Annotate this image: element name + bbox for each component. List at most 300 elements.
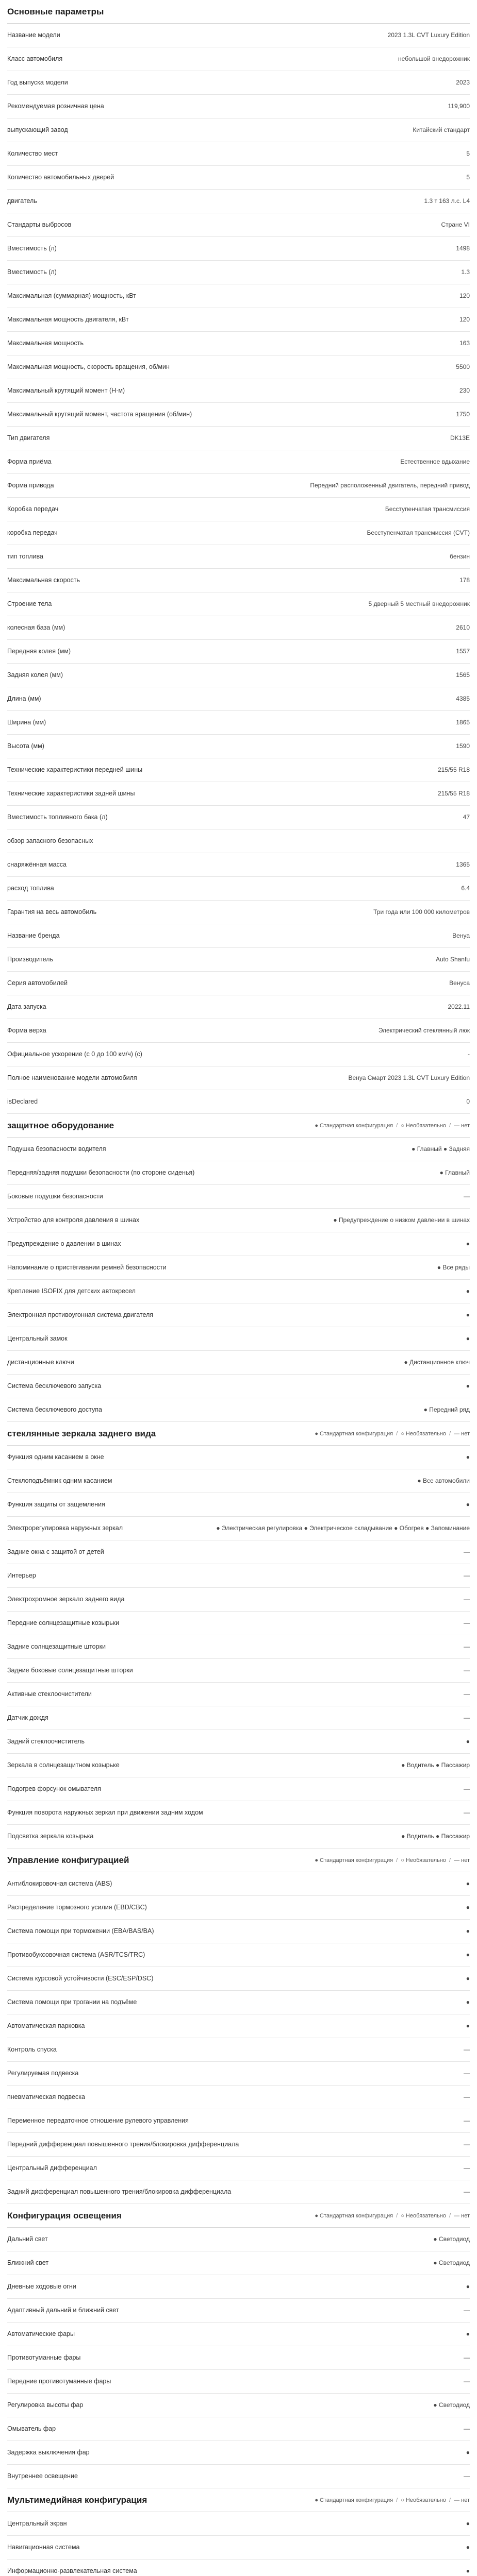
spec-value: ● xyxy=(466,1951,470,1958)
spec-value: 4385 xyxy=(456,695,470,702)
spec-value: 215/55 R18 xyxy=(437,766,470,773)
legend-separator: / xyxy=(396,2497,398,2503)
section-header xyxy=(7,2488,470,2512)
spec-row xyxy=(7,1967,470,1991)
spec-label: колесная база (мм) xyxy=(7,624,65,631)
spec-label: выпускающий завод xyxy=(7,126,68,133)
spec-label: Серия автомобилей xyxy=(7,979,68,987)
spec-row xyxy=(7,2441,470,2465)
config-legend xyxy=(315,1123,470,1129)
legend-none: — нет xyxy=(454,2212,470,2219)
spec-row xyxy=(7,450,470,474)
spec-value: 5500 xyxy=(456,363,470,370)
section-title: Управление конфигурацией xyxy=(7,1855,129,1865)
spec-label: дистанционные ключи xyxy=(7,1359,74,1366)
spec-row xyxy=(7,2014,470,2038)
spec-label: Омыватель фар xyxy=(7,2425,56,2432)
spec-section xyxy=(7,1114,470,1422)
spec-row xyxy=(7,284,470,308)
spec-value: 5 xyxy=(466,174,470,181)
spec-value: ● xyxy=(466,1240,470,1247)
spec-value: — xyxy=(464,2141,470,2148)
spec-label: Полное наименование модели автомобиля xyxy=(7,1074,137,1081)
spec-section xyxy=(7,1849,470,2204)
spec-row xyxy=(7,782,470,806)
spec-label: Вместимость топливного бака (л) xyxy=(7,814,108,821)
spec-value: 1750 xyxy=(456,411,470,418)
spec-value: — xyxy=(464,1643,470,1650)
spec-label: пневматическая подвеска xyxy=(7,2093,85,2100)
spec-label: Передние солнцезащитные козырьки xyxy=(7,1619,120,1626)
spec-label: Название модели xyxy=(7,31,60,39)
spec-value: 120 xyxy=(459,316,470,323)
spec-label: двигатель xyxy=(7,197,37,205)
legend-none: — нет xyxy=(454,1430,470,1437)
legend-separator: / xyxy=(449,2497,451,2503)
spec-label: Подогрев форсунок омывателя xyxy=(7,1785,101,1792)
spec-row xyxy=(7,1446,470,1469)
spec-label: Центральный дифференциал xyxy=(7,2164,97,2172)
spec-label: Задний стеклоочиститель xyxy=(7,1738,85,1745)
section-header xyxy=(7,0,470,24)
spec-label: Датчик дождя xyxy=(7,1714,48,1721)
spec-value: ● xyxy=(466,2330,470,2337)
spec-value: ● Главный ● Задняя xyxy=(412,1145,470,1153)
spec-row xyxy=(7,95,470,118)
spec-label: Дальний свет xyxy=(7,2235,48,2243)
spec-label: Адаптивный дальний и ближний свет xyxy=(7,2307,119,2314)
spec-label: Передний дифференциал повышенного трения/блокировка дифференциала xyxy=(7,2141,239,2148)
spec-row xyxy=(7,2394,470,2417)
spec-value: 6.4 xyxy=(461,885,470,892)
spec-value: ● xyxy=(466,1287,470,1295)
spec-label: Система помощи при трогании на подъёме xyxy=(7,1998,137,2006)
spec-row xyxy=(7,2251,470,2275)
spec-value: 215/55 R18 xyxy=(437,790,470,797)
spec-row xyxy=(7,901,470,924)
spec-row xyxy=(7,379,470,403)
spec-row xyxy=(7,1612,470,1635)
spec-label: Передняя колея (мм) xyxy=(7,648,71,655)
legend-none: — нет xyxy=(454,1857,470,1863)
spec-row xyxy=(7,142,470,166)
section-title: Мультимедийная конфигурация xyxy=(7,2495,147,2505)
spec-value: ● xyxy=(466,2567,470,2574)
spec-row xyxy=(7,427,470,450)
spec-label: Задний дифференциал повышенного трения/блокировка дифференциала xyxy=(7,2188,232,2195)
spec-label: Коробка передач xyxy=(7,505,59,513)
spec-row xyxy=(7,474,470,498)
spec-row xyxy=(7,569,470,592)
spec-row xyxy=(7,521,470,545)
legend-standard: ● Стандартная конфигурация xyxy=(315,1430,393,1437)
section-title: защитное оборудование xyxy=(7,1120,114,1130)
spec-label: Центральный замок xyxy=(7,1335,68,1342)
spec-value: ● Главный xyxy=(439,1169,470,1176)
legend-separator: / xyxy=(449,1857,451,1863)
spec-label: Регулировка высоты фар xyxy=(7,2401,84,2409)
spec-row xyxy=(7,2157,470,2180)
spec-label: Форма верха xyxy=(7,1027,46,1034)
legend-standard: ● Стандартная конфигурация xyxy=(315,2497,393,2503)
spec-label: Функция защиты от защемления xyxy=(7,1501,105,1508)
spec-row xyxy=(7,308,470,332)
spec-value: бензин xyxy=(450,553,470,560)
spec-label: Рекомендуемая розничная цена xyxy=(7,103,104,110)
spec-label: Переменное передаточное отношение рулевого управления xyxy=(7,2117,189,2124)
spec-label: Максимальная скорость xyxy=(7,577,80,584)
spec-row xyxy=(7,118,470,142)
spec-value: ● Предупреждение о низком давлении в шинах xyxy=(333,1216,470,1224)
spec-label: обзор запасного безопасных xyxy=(7,837,93,844)
spec-value: ● xyxy=(466,1904,470,1911)
spec-section xyxy=(7,2204,470,2488)
spec-row xyxy=(7,1540,470,1564)
spec-row xyxy=(7,758,470,782)
spec-label: Тип двигателя xyxy=(7,434,50,442)
spec-row xyxy=(7,1256,470,1280)
spec-row xyxy=(7,1090,470,1114)
spec-value: Электрический стеклянный люк xyxy=(378,1027,470,1034)
spec-label: Подсветка зеркала козырька xyxy=(7,1833,94,1840)
spec-row xyxy=(7,1754,470,1777)
spec-label: Автоматические фары xyxy=(7,2330,75,2337)
spec-label: Система помощи при торможении (EBA/BAS/BA) xyxy=(7,1927,154,1935)
spec-row xyxy=(7,1209,470,1232)
spec-row xyxy=(7,1801,470,1825)
spec-row xyxy=(7,2109,470,2133)
spec-label: Электрорегулировка наружных зеркал xyxy=(7,1524,123,1532)
spec-row xyxy=(7,829,470,853)
spec-row xyxy=(7,1896,470,1920)
section-header xyxy=(7,1114,470,1138)
spec-value: 5 xyxy=(466,150,470,157)
spec-row xyxy=(7,1398,470,1422)
spec-row xyxy=(7,1019,470,1043)
spec-section xyxy=(7,1422,470,1849)
spec-value: ● xyxy=(466,2520,470,2527)
legend-separator: / xyxy=(449,1122,451,1129)
spec-row xyxy=(7,2180,470,2204)
spec-label: коробка передач xyxy=(7,529,58,536)
spec-value: Передний расположенный двигатель, передний привод xyxy=(310,482,470,489)
config-legend xyxy=(315,1857,470,1863)
spec-value: — xyxy=(464,2070,470,2077)
spec-value: ● Передний ряд xyxy=(423,1406,470,1413)
spec-value: 2023 xyxy=(456,79,470,86)
spec-label: Стеклоподъёмник одним касанием xyxy=(7,1477,112,1484)
spec-row xyxy=(7,2346,470,2370)
spec-row xyxy=(7,24,470,47)
spec-row xyxy=(7,355,470,379)
spec-value: 119,900 xyxy=(448,103,470,110)
spec-value: Бесступенчатая трансмиссия xyxy=(385,505,470,513)
spec-value: — xyxy=(464,2354,470,2361)
spec-value: 0 xyxy=(466,1098,470,1105)
spec-section xyxy=(7,0,470,1114)
legend-separator: / xyxy=(396,1857,398,1863)
spec-label: Противобуксовочная система (ASR/TCS/TRC) xyxy=(7,1951,145,1958)
legend-optional: ○ Необязательно xyxy=(401,1857,447,1863)
spec-value: Auto Shanfu xyxy=(435,956,470,963)
spec-value: ● xyxy=(466,1311,470,1318)
spec-value: 1865 xyxy=(456,719,470,726)
spec-row xyxy=(7,1777,470,1801)
spec-label: Задняя колея (мм) xyxy=(7,671,63,679)
spec-label: Предупреждение о давлении в шинах xyxy=(7,1240,121,1247)
spec-label: Контроль спуска xyxy=(7,2046,57,2053)
spec-row xyxy=(7,1185,470,1209)
spec-row xyxy=(7,853,470,877)
spec-row xyxy=(7,1327,470,1351)
spec-label: Вместимость (л) xyxy=(7,268,57,276)
spec-value: 120 xyxy=(459,292,470,299)
spec-label: Задние боковые солнцезащитные шторки xyxy=(7,1667,133,1674)
spec-label: Высота (мм) xyxy=(7,742,44,750)
spec-label: Дневные ходовые огни xyxy=(7,2283,76,2290)
spec-label: Электронная противоугонная система двигателя xyxy=(7,1311,154,1318)
spec-row xyxy=(7,806,470,829)
spec-row xyxy=(7,332,470,355)
spec-label: Длина (мм) xyxy=(7,695,41,702)
spec-label: Стандарты выбросов xyxy=(7,221,72,228)
spec-value: Венуса xyxy=(449,979,470,987)
spec-value: — xyxy=(464,2378,470,2385)
spec-label: Технические характеристики передней шины xyxy=(7,766,143,773)
spec-label: isDeclared xyxy=(7,1098,38,1105)
spec-value: Стране VI xyxy=(441,221,470,228)
spec-label: Противотуманные фары xyxy=(7,2354,81,2361)
spec-value: ● xyxy=(466,1738,470,1745)
spec-row xyxy=(7,1635,470,1659)
spec-value: Венуа xyxy=(452,932,470,939)
spec-value: 163 xyxy=(459,340,470,347)
section-title: Конфигурация освещения xyxy=(7,2210,122,2221)
spec-label: Функция одним касанием в окне xyxy=(7,1453,104,1461)
spec-row xyxy=(7,995,470,1019)
spec-row xyxy=(7,1351,470,1375)
spec-row xyxy=(7,1303,470,1327)
spec-row xyxy=(7,735,470,758)
spec-value: — xyxy=(464,1548,470,1555)
spec-value: Бесступенчатая трансмиссия (CVT) xyxy=(367,529,470,536)
section-header xyxy=(7,2204,470,2228)
spec-value: ● Электрическая регулировка ● Электрическое складывание ● Обогрев ● Запоминание xyxy=(216,1524,470,1532)
spec-label: Система бесключевого запуска xyxy=(7,1382,102,1389)
spec-label: Центральный экран xyxy=(7,2520,67,2527)
spec-value: ● Все ряды xyxy=(437,1264,470,1271)
spec-row xyxy=(7,711,470,735)
spec-value: — xyxy=(464,2188,470,2195)
spec-label: Распределение тормозного усилия (EBD/CBC) xyxy=(7,1904,147,1911)
spec-label: Система курсовой устойчивости (ESC/ESP/DSC) xyxy=(7,1975,154,1982)
spec-label: снаряжённая масса xyxy=(7,861,67,868)
spec-label: Максимальная мощность, скорость вращения, об/мин xyxy=(7,363,170,370)
legend-separator: / xyxy=(396,1430,398,1437)
spec-value: — xyxy=(464,1690,470,1698)
spec-label: Форма приёма xyxy=(7,458,52,465)
spec-value: — xyxy=(464,1193,470,1200)
spec-value: 178 xyxy=(459,577,470,584)
spec-value: Три года или 100 000 километров xyxy=(373,908,470,916)
spec-value: 1565 xyxy=(456,671,470,679)
spec-row xyxy=(7,640,470,664)
spec-row xyxy=(7,190,470,213)
spec-value: ● xyxy=(466,2022,470,2029)
spec-value: ● Светодиод xyxy=(433,2401,470,2409)
spec-label: Передняя/задняя подушки безопасности (по стороне сиденья) xyxy=(7,1169,195,1176)
spec-label: Зеркала в солнцезащитном козырьке xyxy=(7,1761,120,1769)
spec-row xyxy=(7,1825,470,1849)
spec-row xyxy=(7,1920,470,1943)
spec-value: — xyxy=(464,2093,470,2100)
spec-label: Производитель xyxy=(7,956,53,963)
spec-row xyxy=(7,2417,470,2441)
spec-value: ● xyxy=(466,2283,470,2290)
spec-row xyxy=(7,2323,470,2346)
spec-row xyxy=(7,2560,470,2576)
spec-row xyxy=(7,1730,470,1754)
spec-row xyxy=(7,166,470,190)
spec-label: Форма привода xyxy=(7,482,54,489)
spec-value: 2610 xyxy=(456,624,470,631)
spec-label: Электрохромное зеркало заднего вида xyxy=(7,1596,125,1603)
spec-label: Максимальная мощность двигателя, кВт xyxy=(7,316,129,323)
spec-row xyxy=(7,2038,470,2062)
spec-value: ● Водитель ● Пассажир xyxy=(401,1833,470,1840)
legend-separator: / xyxy=(449,1430,451,1437)
spec-value: 1590 xyxy=(456,742,470,750)
spec-value: ● xyxy=(466,1501,470,1508)
spec-value: Естественное вдыхание xyxy=(400,458,470,465)
spec-value: ● xyxy=(466,1927,470,1935)
spec-label: Ширина (мм) xyxy=(7,719,46,726)
spec-value: — xyxy=(464,1667,470,1674)
legend-none: — нет xyxy=(454,1122,470,1129)
spec-row xyxy=(7,1493,470,1517)
spec-row xyxy=(7,592,470,616)
spec-label: Гарантия на весь автомобиль xyxy=(7,908,97,916)
spec-row xyxy=(7,2299,470,2323)
spec-value: — xyxy=(464,2117,470,2124)
spec-value: ● Светодиод xyxy=(433,2259,470,2266)
spec-label: Навигационная система xyxy=(7,2544,80,2551)
section-title: Основные параметры xyxy=(7,6,104,16)
spec-row xyxy=(7,1659,470,1683)
spec-value: 1365 xyxy=(456,861,470,868)
spec-label: Автоматическая парковка xyxy=(7,2022,85,2029)
spec-row xyxy=(7,1043,470,1066)
section-title: стеклянные зеркала заднего вида xyxy=(7,1428,156,1438)
spec-value: ● Все автомобили xyxy=(417,1477,470,1484)
spec-value: ● xyxy=(466,2449,470,2456)
spec-row xyxy=(7,213,470,237)
spec-label: Вместимость (л) xyxy=(7,245,57,252)
spec-label: Название бренда xyxy=(7,932,60,939)
spec-row xyxy=(7,972,470,995)
legend-standard: ● Стандартная конфигурация xyxy=(315,1857,393,1863)
spec-label: Функция поворота наружных зеркал при движении задним ходом xyxy=(7,1809,203,1816)
spec-row xyxy=(7,687,470,711)
section-header xyxy=(7,1849,470,1872)
spec-row xyxy=(7,2228,470,2251)
spec-value: — xyxy=(464,1809,470,1816)
spec-label: Активные стеклоочистители xyxy=(7,1690,92,1698)
spec-row xyxy=(7,47,470,71)
config-legend xyxy=(315,1431,470,1437)
legend-separator: / xyxy=(396,2212,398,2219)
spec-row xyxy=(7,1517,470,1540)
spec-value: — xyxy=(464,2307,470,2314)
legend-optional: ○ Необязательно xyxy=(401,2212,447,2219)
spec-value: 1.3 т 163 л.с. L4 xyxy=(424,197,470,205)
spec-row xyxy=(7,2536,470,2560)
spec-value: 47 xyxy=(463,814,470,821)
spec-row xyxy=(7,1375,470,1398)
spec-row xyxy=(7,2133,470,2157)
spec-value: 2023 1.3L CVT Luxury Edition xyxy=(387,31,470,39)
config-legend xyxy=(315,2213,470,2219)
spec-row xyxy=(7,71,470,95)
spec-label: Система бесключевого доступа xyxy=(7,1406,102,1413)
spec-row xyxy=(7,616,470,640)
spec-label: Регулируемая подвеска xyxy=(7,2070,79,2077)
spec-row xyxy=(7,237,470,261)
spec-value: ● Светодиод xyxy=(433,2235,470,2243)
spec-label: Подушка безопасности водителя xyxy=(7,1145,106,1153)
spec-value: 1.3 xyxy=(461,268,470,276)
spec-value: 2022.11 xyxy=(448,1003,470,1010)
spec-row xyxy=(7,1161,470,1185)
spec-value: 5 дверный 5 местный внедорожник xyxy=(368,600,470,607)
section-header xyxy=(7,1422,470,1446)
spec-row xyxy=(7,545,470,569)
spec-row xyxy=(7,1469,470,1493)
spec-label: Максимальный крутящий момент (Н·м) xyxy=(7,387,125,394)
config-legend xyxy=(315,2497,470,2503)
spec-row xyxy=(7,664,470,687)
spec-section xyxy=(7,2488,470,2576)
spec-value: Венуа Смарт 2023 1.3L CVT Luxury Edition xyxy=(348,1074,470,1081)
spec-label: Антиблокировочная система (ABS) xyxy=(7,1880,112,1887)
spec-value: — xyxy=(464,1619,470,1626)
spec-value: — xyxy=(464,2164,470,2172)
spec-row xyxy=(7,1232,470,1256)
spec-label: Информационно-развлекательная система xyxy=(7,2567,137,2574)
spec-row xyxy=(7,948,470,972)
spec-label: Класс автомобиля xyxy=(7,55,63,62)
spec-value: — xyxy=(464,2425,470,2432)
spec-label: Внутреннее освещение xyxy=(7,2472,78,2480)
spec-label: Максимальная мощность xyxy=(7,340,84,347)
spec-value: небольшой внедорожник xyxy=(398,55,470,62)
spec-value: ● Водитель ● Пассажир xyxy=(401,1761,470,1769)
spec-value: — xyxy=(464,1596,470,1603)
spec-value: ● xyxy=(466,1335,470,1342)
legend-separator: / xyxy=(449,2212,451,2219)
spec-label: Дата запуска xyxy=(7,1003,46,1010)
spec-value: 230 xyxy=(459,387,470,394)
spec-label: Задержка выключения фар xyxy=(7,2449,90,2456)
spec-label: Количество автомобильных дверей xyxy=(7,174,114,181)
spec-row xyxy=(7,1706,470,1730)
spec-row xyxy=(7,877,470,901)
legend-none: — нет xyxy=(454,2497,470,2503)
spec-label: Крепление ISOFIX для детских автокресел xyxy=(7,1287,136,1295)
spec-row xyxy=(7,1138,470,1161)
spec-value: ● xyxy=(466,1998,470,2006)
spec-value: — xyxy=(464,1714,470,1721)
